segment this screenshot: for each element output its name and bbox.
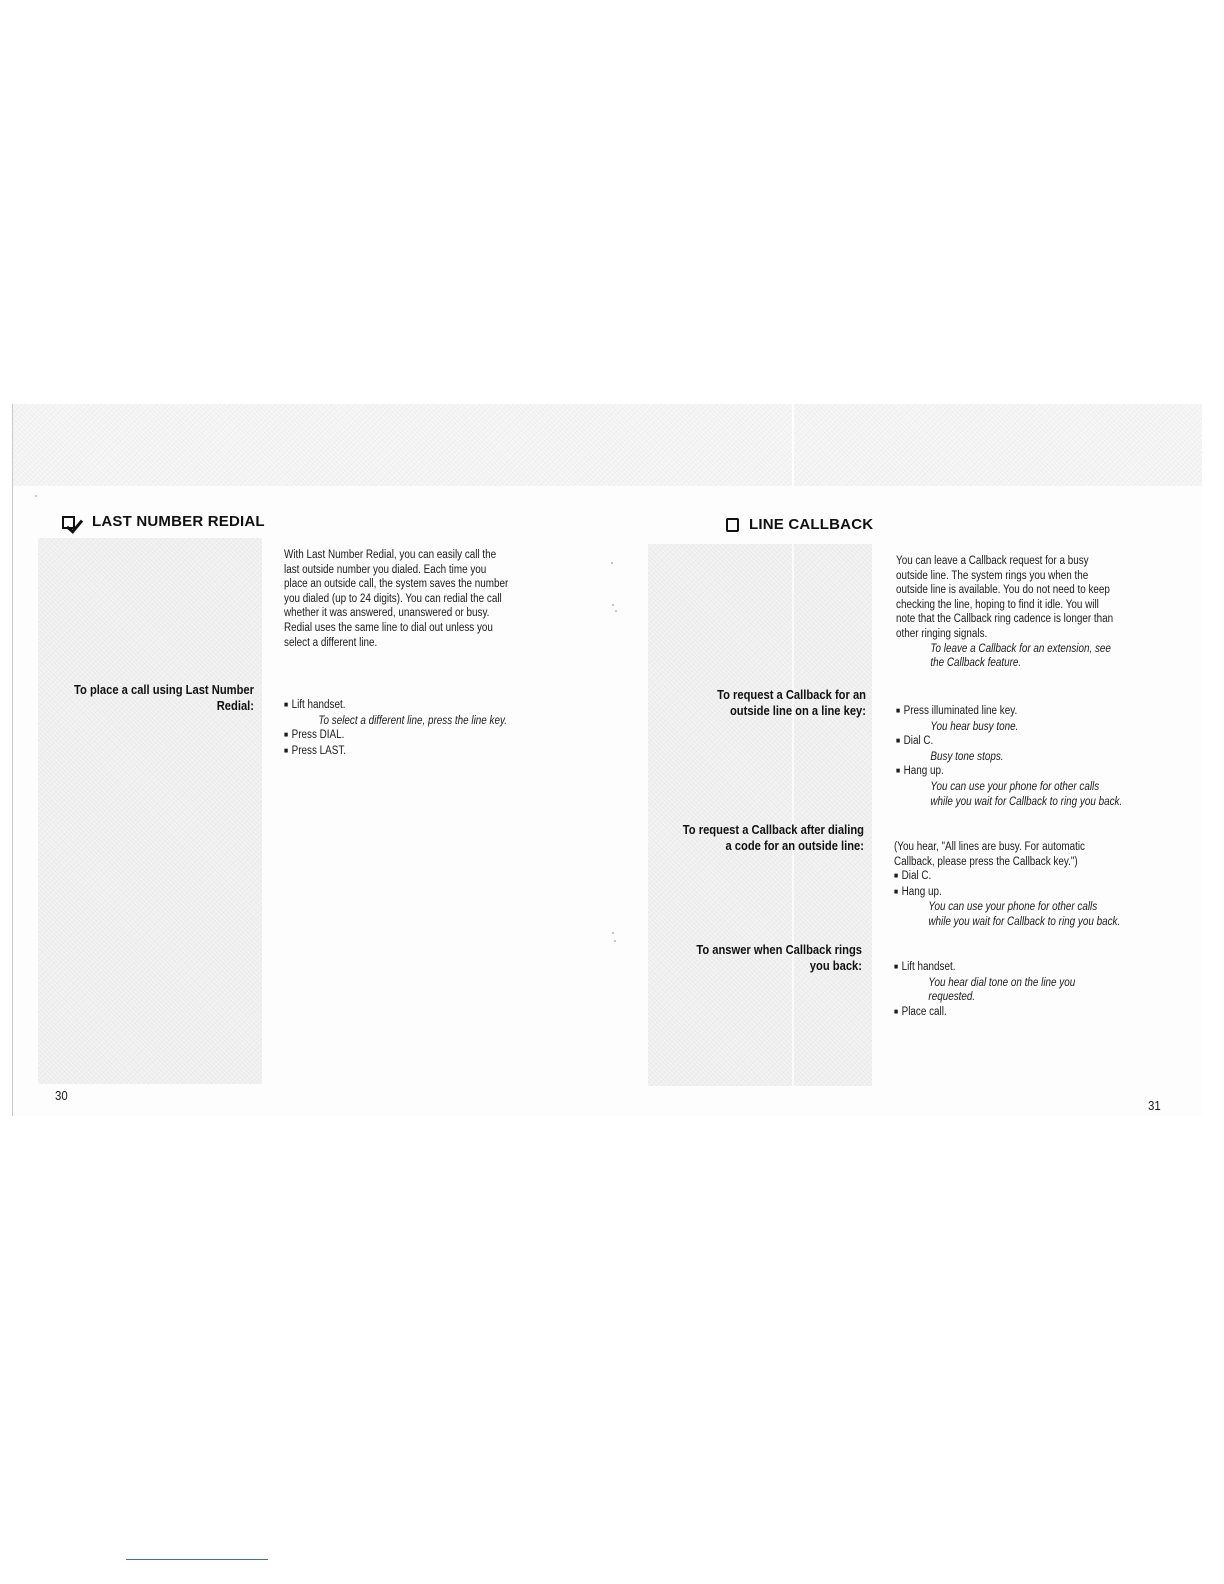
- step-item: ■ Dial C.: [894, 869, 1169, 885]
- step-item: ■ Lift handset.: [284, 698, 568, 714]
- bottom-link-underline: [126, 1559, 268, 1560]
- prompt-line: Callback, please press the Callback key."): [894, 855, 1078, 868]
- intro-line: checking the line, hoping to find it idle. You will: [896, 598, 1099, 611]
- intro-line: whether it was answered, unanswered or busy.: [284, 607, 490, 620]
- intro-line: other ringing signals.: [896, 627, 988, 640]
- intro-line: last outside number you dialed. Each time you: [284, 563, 487, 576]
- page-number-left: 30: [55, 1088, 68, 1103]
- step-note: while you wait for Callback to ring you back.: [930, 795, 1123, 808]
- scan-speck: [612, 932, 614, 934]
- intro-line: select a different line.: [284, 636, 378, 649]
- intro-line: place an outside call, the system saves the number: [284, 578, 509, 591]
- procedure-steps-answer-callback: [894, 960, 1169, 1020]
- step-note: To select a different line, press the line key.: [318, 714, 507, 727]
- step-note: You can use your phone for other calls: [930, 780, 1100, 793]
- procedure-label-dialing-code: To request a Callback after dialing a code for an outside line:: [682, 822, 864, 853]
- step-note: requested.: [928, 991, 976, 1004]
- left-sidebar-shading: [38, 538, 262, 1084]
- intro-line: Redial uses the same line to dial out unless you: [284, 621, 493, 634]
- scan-speck: [611, 562, 613, 564]
- intro-paragraph: [896, 554, 1171, 671]
- scan-speck: [35, 495, 37, 497]
- procedure-label-place-call: To place a call using Last Number Redial:: [74, 682, 254, 713]
- step-item: ■ Hang up.: [896, 764, 1171, 780]
- intro-note: To leave a Callback for an extension, see: [930, 642, 1111, 655]
- intro-line: outside line is available. You do not need to keep: [896, 584, 1110, 597]
- intro-line: You can leave a Callback request for a busy: [896, 555, 1089, 567]
- intro-note: the Callback feature.: [930, 657, 1022, 670]
- intro-line: With Last Number Redial, you can easily call the: [284, 549, 497, 561]
- scan-speck: [612, 604, 614, 606]
- step-item: ■ Lift handset.: [894, 960, 1169, 976]
- intro-line: outside line. The system rings you when the: [896, 569, 1089, 582]
- prompt-line: (You hear, "All lines are busy. For automatic: [894, 841, 1085, 853]
- left-page-edge: [12, 404, 13, 1116]
- step-item: ■ Dial C.: [896, 734, 1171, 750]
- step-item: ■ Place call.: [894, 1005, 1169, 1021]
- section-title-text: LAST NUMBER REDIAL: [92, 512, 265, 530]
- step-item: ■ Hang up.: [894, 885, 1169, 901]
- section-title-text: LINE CALLBACK: [749, 516, 874, 533]
- procedure-label-answer-callback: To answer when Callback rings you back:: [696, 942, 862, 973]
- procedure-steps-line-key: [896, 704, 1171, 809]
- step-item: ■ Press DIAL.: [284, 728, 568, 744]
- procedure-steps-redial: [284, 698, 568, 759]
- intro-paragraph: [284, 548, 568, 650]
- step-note: while you wait for Callback to ring you back.: [928, 915, 1121, 928]
- top-gray-band: [12, 404, 1202, 486]
- scan-speck: [614, 940, 616, 942]
- procedure-steps-dialing-code: [894, 840, 1169, 930]
- procedure-label-line-key: To request a Callback for an outside line on a line key:: [717, 687, 866, 718]
- section-title-line-callback: [726, 516, 873, 533]
- band-divider: [792, 404, 794, 486]
- intro-line: you dialed (up to 24 digits). You can redial the call: [284, 592, 502, 605]
- right-sidebar-shading: [648, 544, 872, 1086]
- checked-box-icon: [62, 512, 82, 530]
- page-number-right: 31: [1148, 1098, 1161, 1113]
- empty-box-icon: [726, 518, 739, 532]
- step-note: You hear busy tone.: [930, 720, 1019, 733]
- step-item: ■ Press illuminated line key.: [896, 704, 1171, 720]
- scan-speck: [615, 610, 617, 612]
- right-sidebar-divider: [792, 544, 794, 1086]
- step-note: Busy tone stops.: [930, 750, 1004, 763]
- section-title-last-number-redial: [62, 512, 265, 530]
- step-note: You hear dial tone on the line you: [928, 976, 1076, 989]
- step-note: You can use your phone for other calls: [928, 901, 1098, 914]
- intro-line: note that the Callback ring cadence is longer than: [896, 613, 1114, 626]
- step-item: ■ Press LAST.: [284, 744, 568, 760]
